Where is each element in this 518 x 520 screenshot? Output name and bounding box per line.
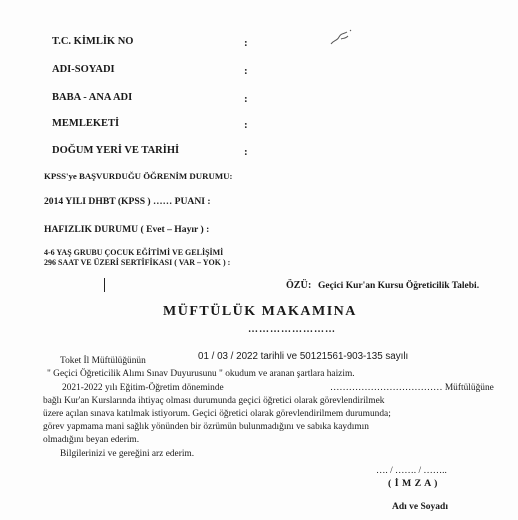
subject-label: ÖZÜ [286,280,308,291]
letter-line-3b: ……………………………… Müftülüğüne [330,383,494,393]
field-label-ogrenim-durumu: KPSS'ye BAŞVURDUĞU ÖĞRENİM DURUMU: [44,171,233,181]
field-label-memleketi: MEMLEKETİ [52,118,120,129]
scan-artifact-line [104,278,105,292]
field-label-dogum-yeri: DOĞUM YERİ VE TARİHİ [52,145,180,156]
field-label-tc-kimlik: T.C. KİMLİK NO [52,36,134,47]
letter-line-4: bağlı Kur'an Kurslarında ihtiyaç olması durumunda geçici öğretici olarak görevlendirilmek [43,396,385,406]
letter-line-1a: Toket İl Müftülüğünün [60,356,146,366]
letter-line-1b: 01 / 03 / 2022 tarihli ve 50121561-903-135 sayılı [198,351,409,362]
letter-line-8: Bilgilerinizi ve gereğini arz ederim. [60,449,195,459]
field-label-dhbt-puani: 2014 YILI DHBT (KPSS ) …… PUANI : [44,196,211,207]
field-label-certificate-line2: 296 SAAT VE ÜZERİ SERTİFİKASI ( VAR – YOK ) : [44,258,231,267]
signature-date-dots: …. / ……. / …….. [376,466,447,476]
letter-line-2: " Geçici Öğreticilik Alımı Sınav Duyurusunu " okudum ve aranan şartlara haizim. [47,369,355,379]
signature-name-label: Adı ve Soyadı [392,502,448,512]
letter-line-3a: 2021-2022 yılı Eğitim-Öğretim döneminde [62,383,224,393]
scribble-mark-icon [328,28,354,48]
letter-line-7: olmadığını beyan ederim. [43,435,140,445]
field-colon-tc-kimlik: : [244,37,248,49]
field-label-certificate-line1: 4-6 YAŞ GRUBU ÇOCUK EĞİTİMİ VE GELİŞİMİ [44,248,224,257]
field-colon-dogum-yeri: : [244,146,248,158]
subject-text: Geçici Kur'an Kursu Öğreticilik Talebi. [318,281,480,291]
subject-colon: : [308,280,312,291]
field-colon-baba-ana-adi: : [244,93,248,105]
field-label-adi-soyadi: ADI-SOYADI [52,64,115,75]
field-label-baba-ana-adi: BABA - ANA ADI [52,92,133,103]
letter-line-5: üzere açılan sınava katılmak istiyorum. Geçici öğretici olarak görevlendirilmem durumunda; [43,409,391,419]
signature-imza: ( İ M Z A ) [388,478,438,489]
field-colon-memleketi: : [244,119,248,131]
heading-dots: …………………… [248,324,336,335]
page-title: MÜFTÜLÜK MAKAMINA [163,304,357,319]
field-label-hafizlik-durumu: HAFIZLIK DURUMU ( Evet – Hayır ) : [44,224,210,235]
field-colon-adi-soyadi: : [244,65,248,77]
letter-line-6: görev yapmama mani sağlık yönünden bir özrümün bulunmadığını ve sabıka kaydımın [43,422,369,432]
